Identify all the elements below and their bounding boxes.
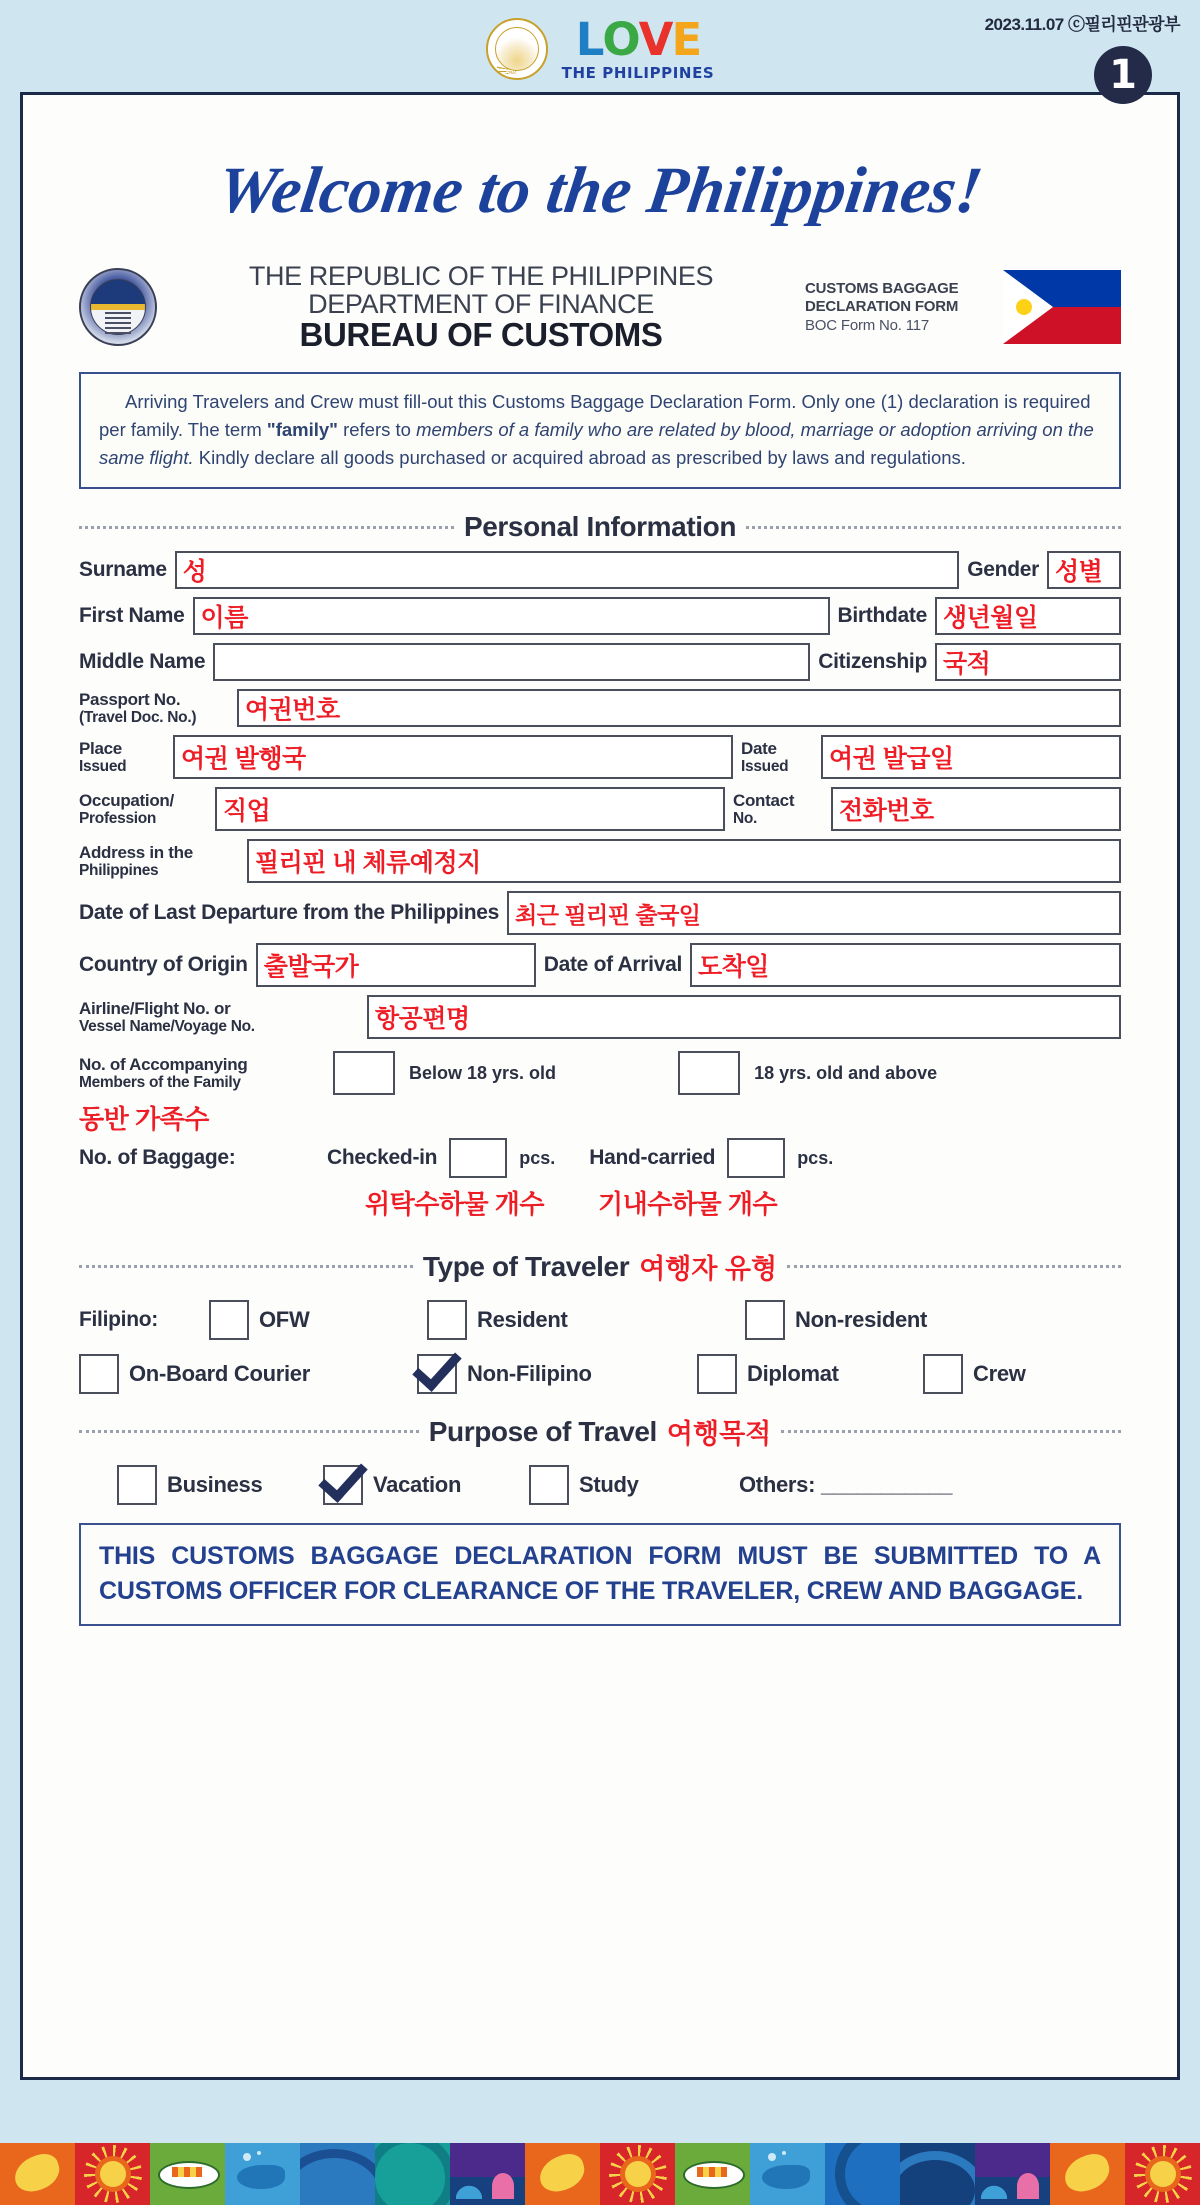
date-arrival-input[interactable]: [690, 943, 1121, 987]
baggage-label: No. of Baggage:: [79, 1146, 236, 1170]
surname-input[interactable]: [175, 551, 960, 589]
date-issued-label-main: Date: [741, 738, 777, 758]
checkbox-vacation[interactable]: [323, 1465, 363, 1505]
filipino-label: Filipino:: [79, 1308, 158, 1332]
logo-group: [0, 13, 1200, 82]
traveler-divider-dots-left: [79, 1265, 413, 1268]
place-issued-input[interactable]: [173, 735, 733, 779]
above-18-count-input[interactable]: [678, 1051, 740, 1095]
sun-tile-icon-2: [600, 2143, 675, 2205]
below-18-count-input[interactable]: [333, 1051, 395, 1095]
date-issued-label: [741, 739, 813, 775]
traveler-divider-dots-right: [787, 1265, 1121, 1268]
checkbox-study[interactable]: [529, 1465, 569, 1505]
place-issued-annotation: 여권 발행국: [181, 745, 306, 774]
address-annotation: 필리핀 내 체류예정지: [255, 849, 481, 878]
row-last-departure: [79, 891, 1121, 935]
checked-in-count-input[interactable]: [449, 1138, 507, 1178]
instruction-box: [79, 372, 1121, 489]
instruction-family-term: "family": [266, 418, 338, 440]
label-non-resident: Non-resident: [795, 1307, 928, 1333]
instruction-line-1: Arriving Travelers and Crew must fill-out this Customs Baggage Declaration Form.: [125, 390, 797, 412]
citizenship-annotation: 국적: [943, 650, 991, 679]
first-name-label: First Name: [79, 604, 185, 628]
surname-annotation: 성: [182, 558, 207, 587]
contact-label-sub: No.: [733, 809, 758, 827]
row-occupation-contact: [79, 787, 1121, 831]
philippine-flag-icon: [1003, 270, 1121, 344]
checkbox-resident[interactable]: [427, 1300, 467, 1340]
airline-label: [79, 999, 359, 1035]
divider-dots-right: [746, 526, 1121, 529]
welcome-title: Welcome to the Philippines!: [213, 154, 987, 227]
whale-shark-tile-icon: [225, 2143, 300, 2205]
label-crew: Crew: [973, 1361, 1026, 1387]
date-issued-annotation: 여권 발급일: [829, 745, 954, 774]
row-accompanying-members: [79, 1051, 1121, 1095]
contact-input[interactable]: [831, 787, 1121, 831]
sun-tile-icon: [75, 2143, 150, 2205]
label-study: Study: [579, 1472, 639, 1498]
purpose-divider-dots-left: [79, 1430, 419, 1433]
instruction-line-4: declare all goods purchased or acquired abroad as prescribed by laws and regulations.: [254, 446, 966, 468]
mango-tile-icon-2: [525, 2143, 600, 2205]
accompanying-annotation: 동반 가족수: [79, 1104, 209, 1135]
label-others: Others: ___________: [739, 1472, 953, 1498]
decorative-footer-strip: [0, 2143, 1200, 2205]
airline-label-sub: Vessel Name/Voyage No.: [79, 1017, 255, 1035]
gender-annotation: 성별: [1055, 558, 1103, 587]
address-label: [79, 843, 239, 879]
place-issued-label: [79, 739, 165, 775]
row-origin-arrival: [79, 943, 1121, 987]
gender-label: Gender: [967, 558, 1039, 582]
agency-header: [79, 263, 1121, 352]
customs-form-sheet: [20, 92, 1180, 2080]
passport-input[interactable]: [237, 689, 1121, 727]
purpose-divider-dots-right: [781, 1430, 1121, 1433]
accompanying-label-main: No. of Accompanying: [79, 1054, 248, 1074]
label-vacation: Vacation: [373, 1472, 462, 1498]
checkbox-on-board-courier[interactable]: [79, 1354, 119, 1394]
address-label-sub: Philippines: [79, 861, 159, 879]
checked-in-annotation: 위탁수하물 개수: [365, 1189, 545, 1220]
agency-line-1: THE REPUBLIC OF THE PHILIPPINES: [248, 261, 714, 291]
section-type-of-traveler: [79, 1247, 1121, 1286]
citizenship-label: Citizenship: [818, 650, 927, 674]
accompanying-label: [79, 1055, 319, 1091]
section-title-personal-information: Personal Information: [463, 511, 737, 543]
love-letter-v: V: [638, 13, 672, 67]
gender-input[interactable]: [1047, 551, 1121, 589]
occupation-input[interactable]: [215, 787, 725, 831]
row-surname-gender: [79, 551, 1121, 589]
occupation-label-main: Occupation/: [79, 790, 174, 810]
hand-carried-pcs-label: pcs.: [797, 1147, 834, 1168]
place-issued-label-sub: Issued: [79, 757, 127, 775]
contact-label: [733, 791, 823, 827]
instruction-line-2c: refers to: [337, 418, 417, 440]
row-address: [79, 839, 1121, 883]
love-letter-e: E: [671, 13, 701, 67]
teal-wave-tile-icon: [375, 2143, 450, 2205]
instruction-line-2d: members of a: [416, 418, 530, 440]
love-letter-o: O: [602, 13, 639, 67]
purpose-row: [79, 1465, 1121, 1505]
country-origin-label: Country of Origin: [79, 953, 248, 977]
passport-label-sub: (Travel Doc. No.): [79, 708, 197, 726]
agency-line-2: DEPARTMENT OF FINANCE: [308, 288, 654, 319]
citizenship-input[interactable]: [935, 643, 1121, 681]
checkbox-ofw[interactable]: [209, 1300, 249, 1340]
agency-line-3: BUREAU OF CUSTOMS: [299, 316, 663, 354]
date-issued-input[interactable]: [821, 735, 1121, 779]
baggage-annotations: [79, 1184, 1121, 1221]
country-origin-annotation: 출발국가: [263, 953, 359, 982]
row-airline: [79, 995, 1121, 1039]
section-title-purpose-of-travel: Purpose of Travel: [428, 1415, 657, 1447]
row-place-date-issued: [79, 735, 1121, 779]
wave-tile-icon-1: [300, 2143, 375, 2205]
section-purpose-of-travel: [79, 1412, 1121, 1451]
date-arrival-label: Date of Arrival: [543, 953, 682, 977]
airline-input[interactable]: [367, 995, 1121, 1039]
row-firstname-birthdate: [79, 597, 1121, 635]
place-issued-label-main: Place: [79, 738, 122, 758]
divider-dots-left: [79, 526, 454, 529]
page-number-badge: 1: [1094, 46, 1152, 104]
label-resident: Resident: [477, 1307, 568, 1333]
label-business: Business: [167, 1472, 263, 1498]
passport-annotation: 여권번호: [245, 696, 340, 725]
date-arrival-annotation: 도착일: [697, 953, 769, 982]
instruction-line-3: family who are related by blood, marriage or adoption arriving on the same flight.: [99, 418, 1094, 468]
love-logo-subtitle: THE PHILIPPINES: [561, 64, 715, 82]
form-meta-line-2: DECLARATION FORM: [805, 298, 959, 316]
credit-text: 2023.11.07 ⓒ필리핀관광부: [984, 15, 1180, 34]
row-baggage: [79, 1138, 1121, 1178]
coral-tile-icon: [450, 2143, 525, 2205]
label-on-board-courier: On-Board Courier: [129, 1361, 310, 1387]
love-letter-l: L: [575, 13, 603, 67]
below-18-label: Below 18 yrs. old: [409, 1062, 557, 1083]
middle-name-input[interactable]: [213, 643, 810, 681]
checkbox-non-filipino[interactable]: [417, 1354, 457, 1394]
form-meta-line-1: CUSTOMS BAGGAGE: [805, 280, 959, 298]
hand-carried-label: Hand-carried: [589, 1146, 716, 1170]
accompanying-label-sub: Members of the Family: [79, 1073, 241, 1091]
form-meta-line-3: BOC Form No. 117: [805, 316, 930, 334]
contact-annotation: 전화번호: [839, 797, 934, 826]
mango-tile-icon: [0, 2143, 75, 2205]
department-of-tourism-seal-icon: [486, 18, 548, 80]
checked-in-pcs-label: pcs.: [519, 1147, 556, 1168]
checkbox-crew[interactable]: [923, 1354, 963, 1394]
section-title-type-of-traveler: Type of Traveler: [422, 1250, 630, 1282]
passport-label-main: Passport No.: [79, 689, 181, 709]
date-issued-label-sub: Issued: [741, 757, 789, 775]
traveler-row-non-filipino: [79, 1354, 1121, 1394]
airline-label-main: Airline/Flight No. or: [79, 998, 231, 1018]
label-ofw: OFW: [259, 1307, 310, 1333]
coral-tile-icon-2: [975, 2143, 1050, 2205]
instruction-line-3b: Kindly: [193, 446, 250, 468]
purpose-of-travel-annotation: 여행목적: [666, 1419, 772, 1450]
type-of-traveler-annotation: 여행자 유형: [639, 1254, 778, 1285]
traveler-row-filipino: [79, 1300, 1121, 1340]
checked-in-label: Checked-in: [327, 1146, 438, 1170]
seal-rays-icon: [497, 34, 537, 74]
wave-tile-icon-2: [825, 2143, 900, 2205]
section-personal-information: [79, 511, 1121, 543]
last-departure-label: Date of Last Departure from the Philippines: [79, 901, 499, 925]
hand-carried-annotation: 기내수하물 개수: [598, 1189, 778, 1220]
mango-tile-icon-3: [1050, 2143, 1125, 2205]
checkbox-diplomat[interactable]: [697, 1354, 737, 1394]
first-name-annotation: 이름: [200, 604, 248, 633]
airline-annotation: 항공편명: [375, 1005, 470, 1034]
last-departure-annotation: 최근 필리핀 출국일: [515, 901, 701, 928]
checkbox-business[interactable]: [117, 1465, 157, 1505]
banca-boat-tile-icon-2: [675, 2143, 750, 2205]
birthdate-label: Birthdate: [837, 604, 927, 628]
checkbox-non-resident[interactable]: [745, 1300, 785, 1340]
address-input[interactable]: [247, 839, 1121, 883]
birthdate-input[interactable]: [935, 597, 1121, 635]
last-departure-input[interactable]: [507, 891, 1121, 935]
navy-wave-tile-icon: [900, 2143, 975, 2205]
row-passport: [79, 689, 1121, 727]
row-middlename-citizenship: [79, 643, 1121, 681]
sun-tile-icon-3: [1125, 2143, 1200, 2205]
instruction-line-2a: Only one (1) declaration is required per family. The term: [99, 390, 1091, 440]
whale-shark-tile-icon-2: [750, 2143, 825, 2205]
occupation-label-sub: Profession: [79, 809, 157, 827]
accompanying-annotation-wrap: [79, 1099, 1121, 1136]
contact-label-main: Contact: [733, 790, 795, 810]
surname-label: Surname: [79, 558, 167, 582]
bureau-of-customs-seal-icon: [79, 268, 157, 346]
first-name-input[interactable]: [193, 597, 830, 635]
middle-name-label: Middle Name: [79, 650, 206, 674]
label-non-filipino: Non-Filipino: [467, 1361, 592, 1387]
country-origin-input[interactable]: [256, 943, 536, 987]
occupation-annotation: 직업: [223, 797, 271, 826]
hand-carried-count-input[interactable]: [727, 1138, 785, 1178]
birthdate-annotation: 생년월일: [943, 604, 1038, 633]
final-notice-box: THIS CUSTOMS BAGGAGE DECLARATION FORM MUST BE SUBMITTED TO A CUSTOMS OFFICER FOR CLEARANCE OF THE TRAVELER, CREW AND BAGGAGE.: [79, 1523, 1121, 1626]
passport-label: [79, 690, 229, 726]
address-label-main: Address in the: [79, 842, 193, 862]
occupation-label: [79, 791, 207, 827]
label-diplomat: Diplomat: [747, 1361, 839, 1387]
above-18-label: 18 yrs. old and above: [754, 1062, 938, 1083]
banca-boat-tile-icon: [150, 2143, 225, 2205]
love-the-philippines-logo: [561, 13, 715, 82]
